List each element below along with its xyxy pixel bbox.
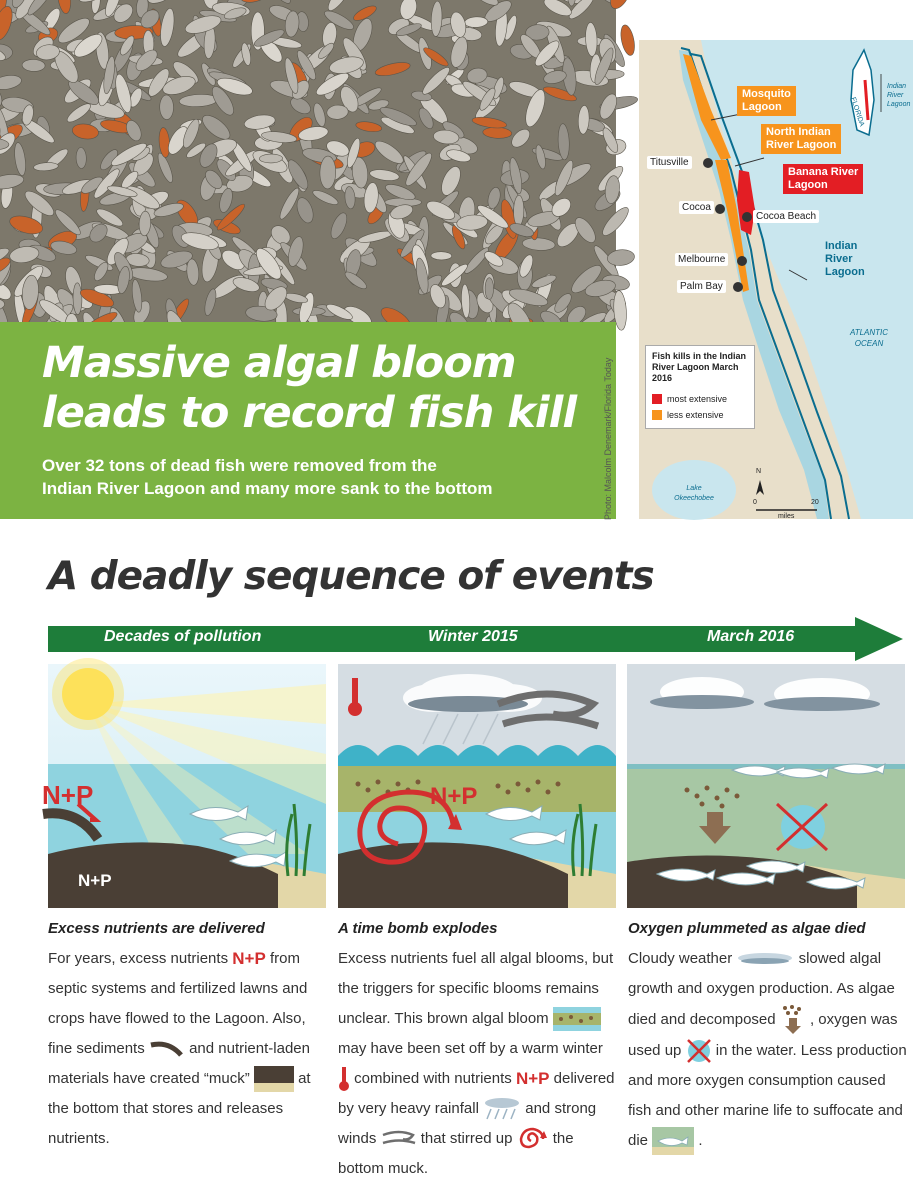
sediment-arrow-icon bbox=[149, 1039, 185, 1059]
step3-body bbox=[628, 944, 908, 1156]
step3-text-4: in the water. Less production and more oxygen consumption caused fish and other marine life to suffocate and die bbox=[628, 1042, 907, 1149]
step1-text-1: For years, excess nutrients bbox=[48, 950, 229, 967]
mosquito-lagoon-label: Mosquito Lagoon bbox=[737, 86, 796, 116]
step3-text-2: slowed algal growth and oxygen production. As algae died and decomposed bbox=[628, 950, 895, 1028]
scale-start: 0 bbox=[753, 499, 757, 506]
lagoon-map bbox=[639, 40, 913, 519]
legend-title: Fish kills in the Indian River Lagoon March 2016 bbox=[652, 351, 747, 383]
algal-bloom-icon bbox=[553, 1007, 601, 1031]
step1-text-3: and nutrient-laden materials have created “muck” bbox=[48, 1040, 310, 1088]
step1-text-2: from septic systems and fertilized lawns and crops have flowed to the Lagoon. Also, fine sediments bbox=[48, 950, 308, 1058]
panel-pollution bbox=[42, 664, 326, 908]
step1-text-4: at the bottom that stores and releases nutrients. bbox=[48, 1070, 311, 1148]
city-cocoa-beach: Cocoa Beach bbox=[753, 210, 819, 223]
step3-text-5: . bbox=[698, 1132, 703, 1149]
fish-texture bbox=[619, 24, 637, 57]
legend-swatch-less bbox=[652, 410, 662, 420]
step2-text-2: may have been set off by a warm winter bbox=[338, 1040, 603, 1057]
hero-title-line1: Massive algal bloom bbox=[42, 338, 516, 388]
dead-fish-photo-art bbox=[0, 0, 616, 322]
step2-body bbox=[338, 944, 618, 1184]
lake-label-1: Lake bbox=[686, 485, 702, 492]
fish-texture bbox=[159, 95, 173, 120]
inset-state-label: FLORIDA bbox=[849, 96, 866, 128]
fish-texture bbox=[485, 278, 493, 300]
step3-text-3: , oxygen was used up bbox=[628, 1010, 898, 1059]
muck-swirl-icon bbox=[517, 1125, 549, 1153]
city-dot bbox=[715, 204, 725, 214]
north-letter: N bbox=[756, 468, 762, 475]
city-palm-bay: Palm Bay bbox=[677, 280, 726, 293]
panel-march bbox=[627, 664, 905, 908]
step1-body bbox=[48, 944, 328, 1154]
indian-river-lagoon-label: Indian River Lagoon bbox=[825, 240, 865, 278]
map-legend bbox=[645, 345, 755, 429]
cloud-icon bbox=[736, 952, 794, 966]
photo-credit: Photo: Malcolm Denemark/Florida Today bbox=[603, 357, 613, 520]
muck-icon bbox=[254, 1066, 294, 1092]
inset-label-1: Indian bbox=[887, 83, 907, 90]
legend-swatch-most bbox=[652, 394, 662, 404]
panel-winter-art bbox=[338, 664, 616, 908]
phase-decades: Decades of pollution bbox=[104, 628, 262, 645]
wind-icon bbox=[381, 1129, 417, 1149]
hero-title-line2: leads to record fish kill bbox=[42, 388, 577, 438]
step2-text-3: combined with nutrients bbox=[354, 1070, 512, 1087]
dead-fish-photo bbox=[0, 0, 616, 322]
ocean-label-2: OCEAN bbox=[854, 339, 884, 348]
panel-pollution-art bbox=[42, 664, 326, 908]
sequence-headline: A deadly sequence of events bbox=[48, 554, 654, 599]
city-dot bbox=[737, 256, 747, 266]
hero-subtitle-line1: Over 32 tons of dead fish were removed from the bbox=[42, 456, 437, 475]
panel1-np-muck: N+P bbox=[78, 871, 112, 890]
panel-winter bbox=[338, 664, 616, 908]
fish-texture bbox=[431, 252, 452, 261]
panel-march-art bbox=[627, 664, 905, 908]
fish-texture bbox=[513, 195, 524, 226]
city-cocoa: Cocoa bbox=[679, 201, 714, 214]
inset-label-3: Lagoon bbox=[887, 101, 911, 108]
step2-text-6: that stirred up bbox=[420, 1130, 513, 1148]
step2-caption: A time bomb explodes bbox=[338, 920, 498, 937]
step3-caption: Oxygen plummeted as algae died bbox=[628, 920, 866, 937]
scale-end: 20 bbox=[811, 499, 819, 506]
step2-text-4: delivered by very heavy rainfall bbox=[338, 1070, 615, 1118]
city-dot bbox=[703, 158, 713, 168]
decomposing-algae-icon bbox=[780, 1004, 806, 1036]
panel2-np: N+P bbox=[430, 783, 478, 810]
legend-label-most: most extensive bbox=[667, 394, 728, 404]
banana-river-lagoon-label: Banana River Lagoon bbox=[783, 164, 863, 194]
north-indian-river-lagoon-label: North Indian River Lagoon bbox=[761, 124, 841, 154]
step3-text-1: Cloudy weather bbox=[628, 950, 733, 967]
panel1-np-red: N+P bbox=[42, 780, 94, 810]
ocean-label-1: ATLANTIC bbox=[849, 328, 889, 337]
hero-banner bbox=[0, 322, 616, 519]
fish-texture bbox=[259, 154, 282, 163]
hero-subtitle-line2: Indian River Lagoon and many more sank to the bottom bbox=[42, 479, 493, 498]
legend-label-less: less extensive bbox=[667, 410, 724, 420]
city-dot bbox=[733, 282, 743, 292]
hero-title bbox=[42, 338, 602, 438]
rain-cloud-icon bbox=[483, 1097, 521, 1121]
nutrients-icon: N+P bbox=[232, 949, 266, 969]
hero-subtitle bbox=[42, 454, 602, 500]
city-melbourne: Melbourne bbox=[675, 253, 728, 266]
fish-texture bbox=[320, 156, 336, 189]
city-titusville: Titusville bbox=[647, 156, 692, 169]
step2-text-7: the bottom muck. bbox=[338, 1130, 574, 1178]
step2-text-1: Excess nutrients fuel all algal blooms, but the triggers for specific blooms remains unclear. This brown algal bloom bbox=[338, 950, 614, 1027]
no-oxygen-icon bbox=[686, 1038, 712, 1064]
nutrients-icon: N+P bbox=[515, 1069, 550, 1089]
inset-label-2: River bbox=[887, 92, 904, 99]
dead-fish-icon bbox=[652, 1127, 694, 1155]
lake-label-2: Okeechobee bbox=[674, 495, 714, 502]
step1-caption: Excess nutrients are delivered bbox=[48, 920, 265, 937]
step2-text-5: and strong winds bbox=[338, 1100, 597, 1148]
phase-march-2016: March 2016 bbox=[707, 628, 795, 645]
city-dot bbox=[742, 212, 752, 222]
scale-unit: miles bbox=[778, 513, 795, 520]
thermometer-icon bbox=[338, 1066, 350, 1092]
phase-winter-2015: Winter 2015 bbox=[428, 628, 518, 645]
